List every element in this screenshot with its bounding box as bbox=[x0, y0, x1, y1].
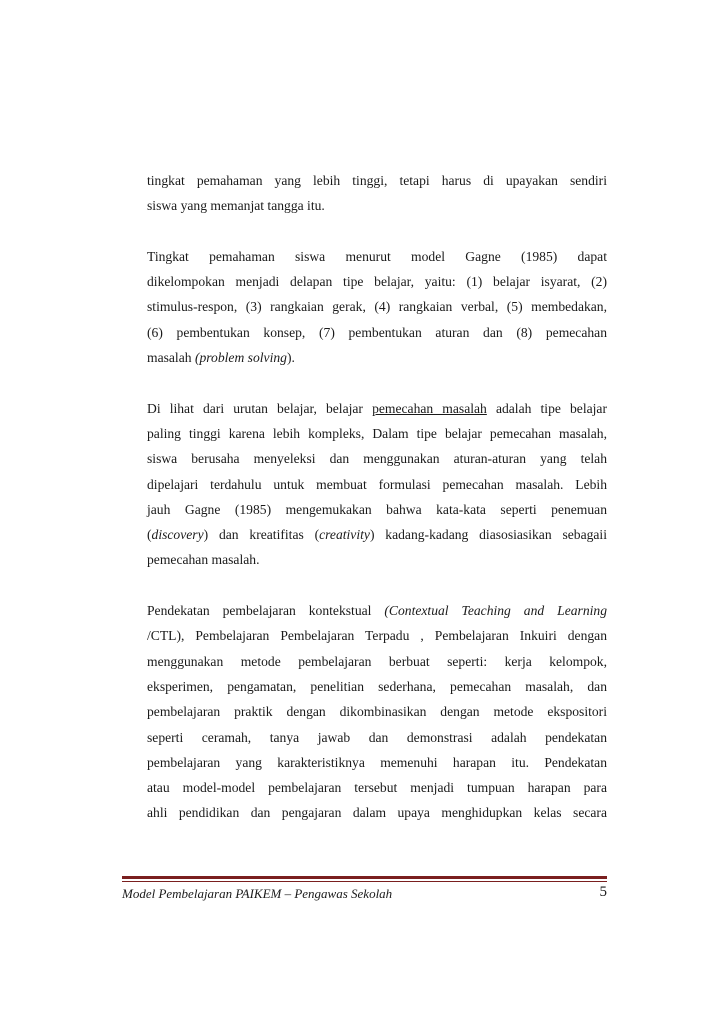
text-run: pemecahan masalah. bbox=[147, 552, 260, 568]
text-line bbox=[147, 294, 607, 319]
text-line bbox=[147, 674, 607, 699]
text-line bbox=[147, 522, 607, 547]
text-line bbox=[147, 598, 607, 623]
footer-rule bbox=[122, 876, 607, 879]
text-run: tingkat pemahaman yang lebih tinggi, tetapi harus di upayakan sendiri bbox=[147, 173, 607, 188]
text-run: ahli pendidikan dan pengajaran dalam upaya menghidupkan kelas secara bbox=[147, 805, 607, 821]
paragraph-gap bbox=[147, 573, 607, 598]
text-line bbox=[147, 446, 607, 471]
text-run: siswa berusaha menyeleksi dan menggunakan aturan-aturan yang telah bbox=[147, 451, 607, 467]
italic-term: (problem solving bbox=[194, 350, 287, 366]
text-run: seperti ceramah, tanya jawab dan demonstrasi adalah pendekatan bbox=[147, 729, 607, 745]
text-line bbox=[147, 193, 607, 218]
italic-term: creativity bbox=[319, 527, 370, 543]
footer-title: Model Pembelajaran PAIKEM – Pengawas Sekolah bbox=[122, 886, 393, 901]
text-line bbox=[147, 649, 607, 674]
text-line bbox=[147, 320, 607, 345]
text-run: pembelajaran yang karakteristiknya memenuhi harapan itu. Pendekatan bbox=[147, 754, 607, 770]
text-run: ) dan kreatifitas ( bbox=[203, 527, 320, 543]
text-run: Tingkat pemahaman siswa menurut model Gagne (1985) dapat bbox=[147, 248, 607, 264]
text-run: ). bbox=[286, 350, 295, 366]
text-line bbox=[147, 244, 607, 269]
text-line bbox=[147, 472, 607, 497]
italic-term: (Contextual Teaching and Learning bbox=[384, 603, 607, 619]
text-run: ( bbox=[147, 527, 152, 543]
text-line bbox=[147, 421, 607, 446]
text-run: Di lihat dari urutan belajar, belajar bbox=[147, 400, 373, 416]
text-run: dipelajari terdahulu untuk membuat formulasi pemecahan masalah. Lebih bbox=[147, 476, 607, 492]
text-line bbox=[147, 168, 607, 193]
text-line bbox=[147, 725, 607, 750]
paragraph bbox=[147, 168, 607, 219]
text-run: siswa yang memanjat tangga itu. bbox=[147, 198, 325, 214]
text-line bbox=[147, 750, 607, 775]
text-line bbox=[147, 800, 607, 825]
text-line bbox=[147, 269, 607, 294]
text-run: menggunakan metode pembelajaran berbuat seperti: kerja kelompok, bbox=[147, 653, 607, 669]
paragraph-gap bbox=[147, 370, 607, 395]
body-text bbox=[147, 168, 607, 826]
text-run: pembelajaran praktik dengan dikombinasikan dengan metode ekspositori bbox=[147, 704, 607, 720]
text-run: atau model-model pembelajaran tersebut menjadi tumpuan harapan para bbox=[147, 780, 607, 796]
paragraph bbox=[147, 598, 607, 826]
text-run: /CTL), Pembelajaran Pembelajaran Terpadu , Pembelajaran Inkuiri dengan bbox=[147, 628, 607, 644]
paragraph bbox=[147, 396, 607, 573]
text-line bbox=[147, 699, 607, 724]
paragraph bbox=[147, 244, 607, 370]
text-line bbox=[147, 396, 607, 421]
text-run: Pendekatan pembelajaran kontekstual bbox=[147, 603, 385, 619]
text-run: jauh Gagne (1985) mengemukakan bahwa kata-kata seperti penemuan bbox=[147, 501, 607, 517]
text-run: (6) pembentukan konsep, (7) pembentukan aturan dan (8) pemecahan bbox=[147, 324, 607, 340]
text-run: paling tinggi karena lebih kompleks, Dalam tipe belajar pemecahan masalah, bbox=[147, 425, 607, 441]
text-run: masalah bbox=[147, 350, 195, 366]
text-run: eksperimen, pengamatan, penelitian sederhana, pemecahan masalah, dan bbox=[147, 678, 607, 694]
underlined-term: pemecahan masalah bbox=[372, 400, 487, 416]
text-line bbox=[147, 345, 607, 370]
text-run: dikelompokan menjadi delapan tipe belajar, yaitu: (1) belajar isyarat, (2) bbox=[147, 274, 607, 290]
page-number: 5 bbox=[599, 884, 607, 900]
footer-rule-thin bbox=[122, 881, 607, 882]
italic-term: discovery bbox=[151, 527, 204, 543]
text-line bbox=[147, 775, 607, 800]
text-line bbox=[147, 497, 607, 522]
text-run: stimulus-respon, (3) rangkaian gerak, (4) rangkaian verbal, (5) membedakan, bbox=[147, 299, 607, 315]
text-run: ) kadang-kadang diasosiasikan sebagaii bbox=[369, 527, 607, 543]
text-line bbox=[147, 623, 607, 648]
text-line bbox=[147, 547, 607, 572]
text-run: adalah tipe belajar bbox=[486, 400, 607, 416]
paragraph-gap bbox=[147, 219, 607, 244]
